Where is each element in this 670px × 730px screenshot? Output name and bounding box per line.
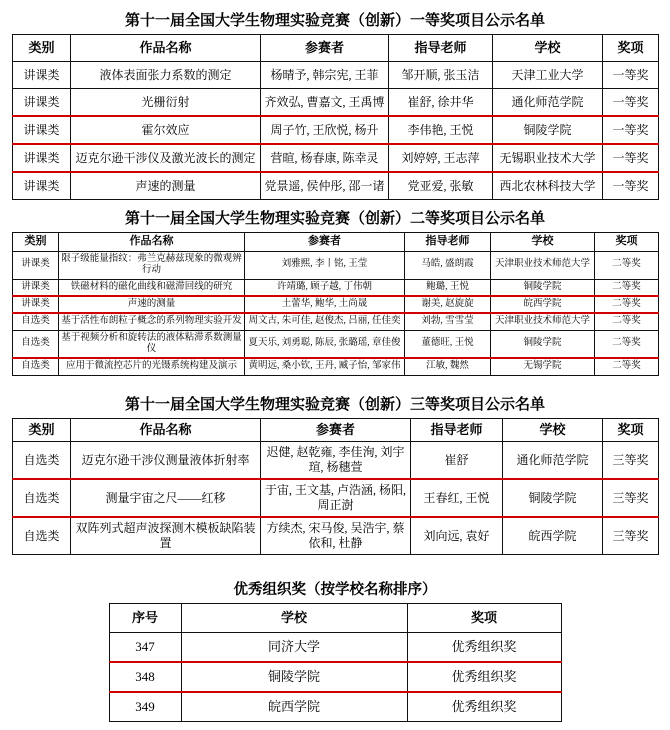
cell-award: 二等奖 [595,279,659,296]
table-organization-award [109,603,562,722]
cell-school: 无锡学院 [491,358,595,375]
table-row [13,330,659,358]
table-row [13,116,659,144]
section-organization-award [12,575,658,722]
cell-category: 自选类 [13,479,71,517]
cell-advisor: 崔舒 [411,442,503,480]
cell-award: 优秀组织奖 [407,692,561,722]
cell-category: 讲课类 [13,89,71,117]
column-header-school: 学校 [503,418,603,441]
cell-work-name: 声速的测量 [59,296,245,313]
cell-school: 铜陵学院 [493,116,603,144]
cell-participants: 党景遥, 侯仲彤, 邵一诸 [261,172,389,200]
cell-award: 二等奖 [595,358,659,375]
cell-work-name: 铁磁材料的磁化曲线和磁滞回线的研究 [59,279,245,296]
cell-participants: 杨晴予, 韩宗宪, 王菲 [261,62,389,89]
table-row [13,172,659,200]
table-row [13,358,659,375]
cell-work-name: 基于视频分析和旋转法的液体粘滞系数测量仪 [59,330,245,358]
cell-category: 自选类 [13,358,59,375]
column-header-work-name: 作品名称 [59,233,245,252]
table-row [13,517,659,555]
cell-participants: 营暄, 杨春康, 陈幸灵 [261,144,389,172]
cell-advisor: 崔舒, 徐井华 [389,89,493,117]
column-header-work-name: 作品名称 [71,418,261,441]
cell-school: 铜陵学院 [503,479,603,517]
column-header-award: 奖项 [603,35,659,62]
cell-advisor: 江敏, 魏然 [405,358,491,375]
column-header-participants: 参赛者 [261,418,411,441]
section-title-first-prize: 第十一届全国大学生物理实验竞赛（创新）一等奖项目公示名单 [124,13,545,29]
section-title-second-prize: 第十一届全国大学生物理实验竞赛（创新）二等奖项目公示名单 [124,211,545,227]
cell-participants: 刘雅熙, 李丨铭, 王莹 [245,251,405,279]
column-header-school: 学校 [493,35,603,62]
table-row [13,62,659,89]
cell-work-name: 迈克尔逊干涉仪测量液体折射率 [71,442,261,480]
cell-work-name: 基于活性布朗粒子概念的系列物理实验开发 [59,313,245,330]
section-second-prize [12,204,658,376]
cell-work-name: 声速的测量 [71,172,261,200]
cell-school: 通化师范学院 [493,89,603,117]
cell-advisor: 党亚爱, 张敏 [389,172,493,200]
cell-award: 一等奖 [603,89,659,117]
cell-participants: 迟健, 赵乾雍, 李佳洵, 刘宇瑄, 杨穗萱 [261,442,411,480]
cell-award: 一等奖 [603,144,659,172]
table-row [109,633,561,663]
column-header-award: 奖项 [407,604,561,633]
column-header-advisor: 指导老师 [389,35,493,62]
table-second-prize [12,232,659,376]
cell-participants: 黄明远, 桑小钦, 王丹, 臧子怡, 邹家伟 [245,358,405,375]
cell-advisor: 鲍璐, 王悦 [405,279,491,296]
cell-category: 自选类 [13,442,71,480]
cell-category: 讲课类 [13,296,59,313]
cell-school: 通化师范学院 [503,442,603,480]
cell-index: 347 [109,633,181,663]
table-row [109,662,561,692]
section-title-third-prize: 第十一届全国大学生物理实验竞赛（创新）三等奖项目公示名单 [124,396,545,413]
cell-work-name: 液体表面张力系数的测定 [71,62,261,89]
cell-category: 讲课类 [13,172,71,200]
cell-participants: 许靖璐, 顾子越, 丁伟朝 [245,279,405,296]
table-row [13,251,659,279]
cell-advisor: 马皓, 盛朗霞 [405,251,491,279]
cell-work-name: 双阵列式超声波探测木模板缺陷装置 [71,517,261,555]
column-header-participants: 参赛者 [245,233,405,252]
cell-advisor: 李伟艳, 王悦 [389,116,493,144]
table-row [13,144,659,172]
table-header-row [13,233,659,252]
cell-school: 无锡职业技术大学 [493,144,603,172]
cell-category: 讲课类 [13,144,71,172]
column-header-award: 奖项 [595,233,659,252]
cell-award: 一等奖 [603,172,659,200]
cell-award: 二等奖 [595,313,659,330]
cell-category: 自选类 [13,330,59,358]
cell-participants: 夏天乐, 刘勇聪, 陈辰, 张璐瑶, 章佳俊 [245,330,405,358]
spacer [12,380,658,390]
cell-work-name: 应用于微流控芯片的光镊系统构建及演示 [59,358,245,375]
cell-school: 铜陵学院 [491,279,595,296]
cell-school: 天津职业技术师范大学 [491,251,595,279]
table-row [13,479,659,517]
spacer [12,559,658,575]
cell-category: 讲课类 [13,279,59,296]
column-header-participants: 参赛者 [261,35,389,62]
cell-school: 铜陵学院 [491,330,595,358]
table-header-row [13,35,659,62]
cell-category: 讲课类 [13,251,59,279]
cell-award: 一等奖 [603,116,659,144]
column-header-category: 类别 [13,35,71,62]
cell-work-name: 光栅衍射 [71,89,261,117]
column-header-index: 序号 [109,604,181,633]
table-row [13,279,659,296]
table-row [13,313,659,330]
cell-award: 一等奖 [603,62,659,89]
cell-advisor: 谢美, 赵旋旋 [405,296,491,313]
cell-award: 三等奖 [603,442,659,480]
column-header-school: 学校 [181,604,407,633]
cell-work-name: 限子级能量指纹：弗兰克赫兹现象的微观辨行动 [59,251,245,279]
cell-participants: 周文古, 朱可佳, 赵俊杰, 吕丽, 任佳奕 [245,313,405,330]
table-row [13,296,659,313]
cell-award: 三等奖 [603,479,659,517]
column-header-category: 类别 [13,233,59,252]
cell-award: 优秀组织奖 [407,662,561,692]
cell-award: 二等奖 [595,330,659,358]
cell-work-name: 迈克尔逊干涉仪及激光波长的测定 [71,144,261,172]
section-title-organization-award: 优秀组织奖（按学校名称排序） [233,582,437,599]
cell-participants: 齐效弘, 曹嘉文, 王禹博 [261,89,389,117]
cell-work-name: 霍尔效应 [71,116,261,144]
table-row [13,89,659,117]
cell-school: 天津工业大学 [493,62,603,89]
cell-participants: 周子竹, 王欣悦, 杨升 [261,116,389,144]
column-header-category: 类别 [13,418,71,441]
column-header-advisor: 指导老师 [405,233,491,252]
table-row [13,442,659,480]
table-header-row [109,604,561,633]
table-header-row [13,418,659,441]
table-third-prize [12,418,659,555]
cell-index: 349 [109,692,181,722]
cell-advisor: 董德旺, 王悦 [405,330,491,358]
cell-participants: 方续杰, 宋马俊, 吴浩宇, 蔡依和, 杜静 [261,517,411,555]
cell-index: 348 [109,662,181,692]
column-header-work-name: 作品名称 [71,35,261,62]
section-first-prize [12,6,658,200]
table-row [109,692,561,722]
column-header-award: 奖项 [603,418,659,441]
cell-advisor: 刘向远, 袁好 [411,517,503,555]
cell-category: 自选类 [13,313,59,330]
cell-advisor: 王春红, 王悦 [411,479,503,517]
section-third-prize [12,390,658,555]
cell-school: 西北农林科技大学 [493,172,603,200]
column-header-advisor: 指导老师 [411,418,503,441]
cell-advisor: 邹开顺, 张玉洁 [389,62,493,89]
cell-school: 铜陵学院 [181,662,407,692]
cell-school: 皖西学院 [491,296,595,313]
cell-school: 同济大学 [181,633,407,663]
cell-advisor: 刘婷婷, 王志萍 [389,144,493,172]
cell-category: 讲课类 [13,62,71,89]
cell-participants: 于宙, 王文基, 卢浩涵, 杨阳, 周正澍 [261,479,411,517]
cell-category: 讲课类 [13,116,71,144]
cell-school: 天津职业技术师范大学 [491,313,595,330]
cell-school: 皖西学院 [181,692,407,722]
column-header-school: 学校 [491,233,595,252]
cell-award: 三等奖 [603,517,659,555]
cell-school: 皖西学院 [503,517,603,555]
cell-award: 优秀组织奖 [407,633,561,663]
cell-work-name: 测量宇宙之尺——红移 [71,479,261,517]
table-first-prize [12,34,659,200]
cell-participants: 土蕾华, 鲍华, 土尚晟 [245,296,405,313]
cell-award: 二等奖 [595,251,659,279]
cell-category: 自选类 [13,517,71,555]
cell-award: 二等奖 [595,296,659,313]
cell-advisor: 刘勃, 雪雪莹 [405,313,491,330]
